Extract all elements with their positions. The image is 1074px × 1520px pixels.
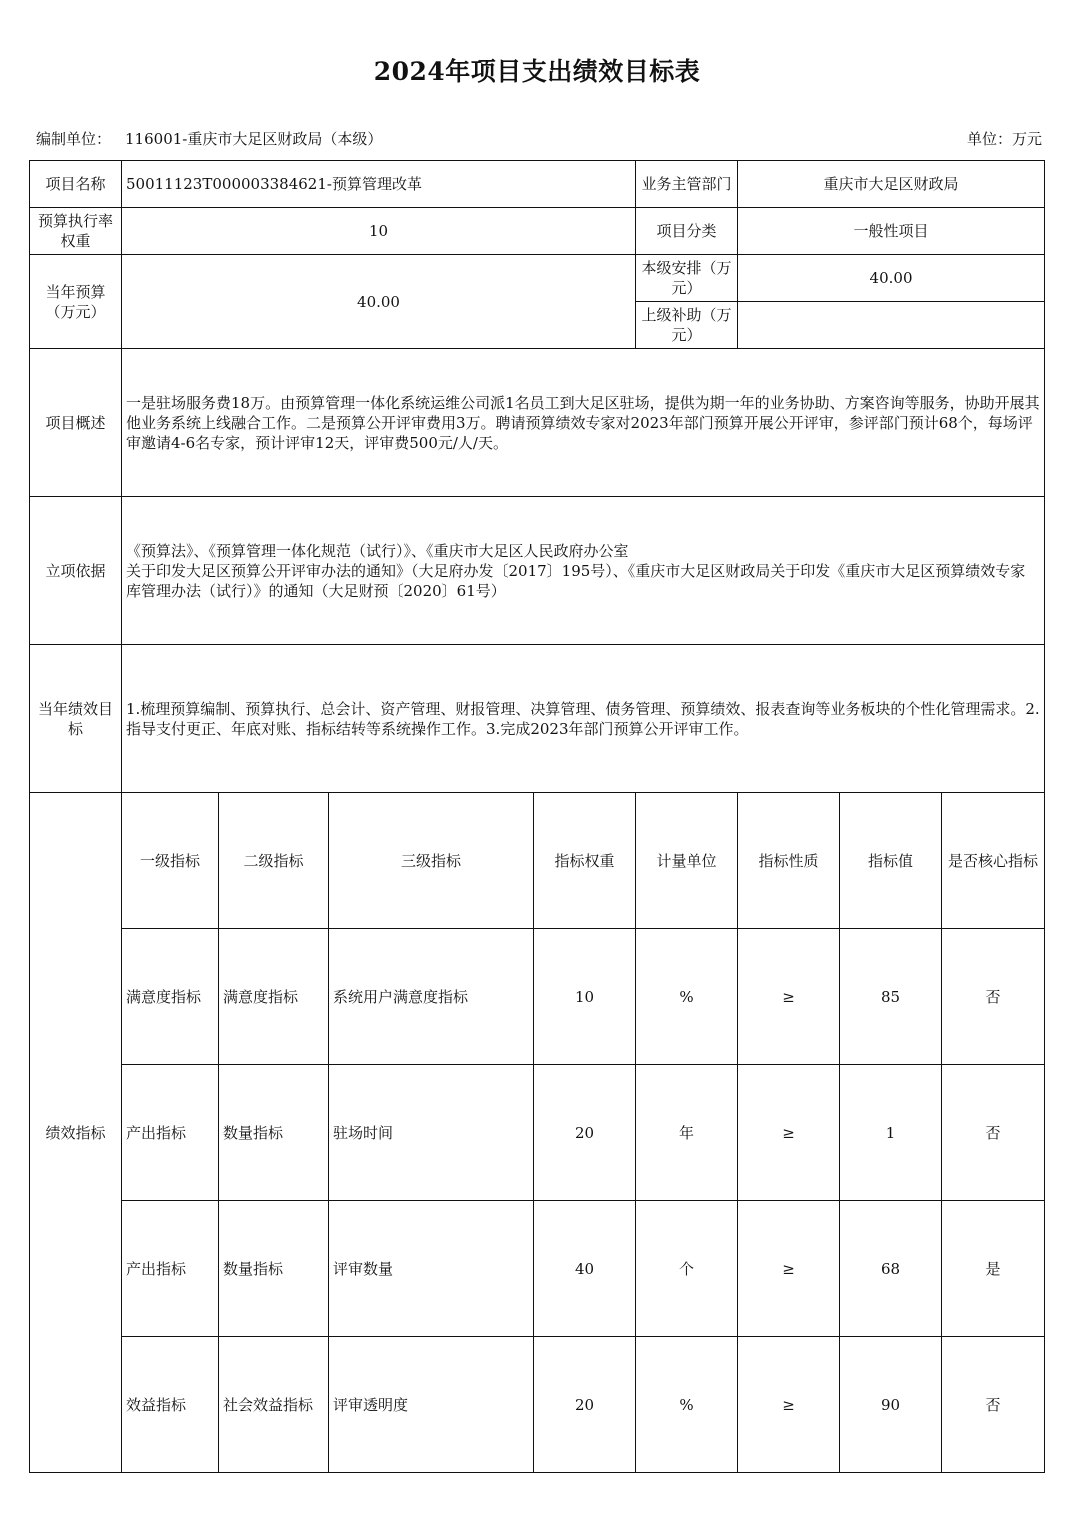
- row-level2: 满意度指标: [219, 929, 329, 1065]
- row-nature: ≥: [738, 1337, 840, 1473]
- row-level1: 满意度指标: [122, 929, 219, 1065]
- row-level3: 评审透明度: [329, 1337, 534, 1473]
- row-level2: 数量指标: [219, 1201, 329, 1337]
- dept-label: 业务主管部门: [636, 161, 738, 208]
- basis-label: 立项依据: [30, 497, 122, 645]
- basis-value: [122, 497, 1045, 645]
- category-label: 项目分类: [636, 208, 738, 255]
- goal-value: 1.梳理预算编制、预算执行、总会计、资产管理、财报管理、决算管理、债务管理、预算绩效、报表查询等业务板块的个性化管理需求。2.指导支付更正、年底对账、指标结转等系统操作工作。3.完成2023年部门预算公开评审工作。: [122, 645, 1045, 793]
- row-nature: ≥: [738, 1201, 840, 1337]
- row-weight: 20: [534, 1337, 636, 1473]
- header-value: 指标值: [840, 793, 942, 929]
- org-label: 编制单位：: [36, 130, 112, 148]
- indicators-section-label: 绩效指标: [30, 793, 122, 1473]
- exec-rate-value: 10: [122, 208, 636, 255]
- goal-label: 当年绩效目标: [30, 645, 122, 793]
- row-core: 否: [942, 1337, 1045, 1473]
- header-unit: 计量单位: [636, 793, 738, 929]
- row-level3: 评审数量: [329, 1201, 534, 1337]
- org-line: [36, 128, 382, 149]
- basis-line-1: 《预算法》、《预算管理一体化规范（试行）》、《重庆市大足区人民政府办公室: [126, 541, 629, 560]
- budget-value: 40.00: [122, 255, 636, 349]
- performance-table: [29, 160, 1045, 1473]
- page-title: 2024年项目支出绩效目标表: [373, 57, 701, 86]
- row-nature: ≥: [738, 929, 840, 1065]
- table-row: [30, 1201, 1045, 1337]
- exec-rate-label: 预算执行率权重: [30, 208, 122, 255]
- row-level3: 驻场时间: [329, 1065, 534, 1201]
- local-funds-value: 40.00: [738, 255, 1045, 302]
- row-weight: 40: [534, 1201, 636, 1337]
- header-level1: 一级指标: [122, 793, 219, 929]
- row-nature: ≥: [738, 1065, 840, 1201]
- table-row: [30, 1337, 1045, 1473]
- row-value: 68: [840, 1201, 942, 1337]
- header-nature: 指标性质: [738, 793, 840, 929]
- row-core: 否: [942, 1065, 1045, 1201]
- row-unit: %: [636, 929, 738, 1065]
- header-level2: 二级指标: [219, 793, 329, 929]
- row-level2: 社会效益指标: [219, 1337, 329, 1473]
- overview-value: 一是驻场服务费18万。由预算管理一体化系统运维公司派1名员工到大足区驻场，提供为期一年的业务协助、方案咨询等服务，协助开展其他业务系统上线融合工作。二是预算公开评审费用3万。聘请预算绩效专家对2023年部门预算开展公开评审，参评部门预计68个，每场评审邀请4-6名专家，预计评审12天，评审费500元/人/天。: [122, 349, 1045, 497]
- row-value: 90: [840, 1337, 942, 1473]
- row-value: 1: [840, 1065, 942, 1201]
- row-level1: 产出指标: [122, 1065, 219, 1201]
- row-core: 是: [942, 1201, 1045, 1337]
- overview-label: 项目概述: [30, 349, 122, 497]
- row-value: 85: [840, 929, 942, 1065]
- org-value: 116001-重庆市大足区财政局（本级）: [125, 130, 383, 148]
- row-unit: 个: [636, 1201, 738, 1337]
- row-level3: 系统用户满意度指标: [329, 929, 534, 1065]
- budget-label: 当年预算（万元）: [30, 255, 122, 349]
- dept-value: 重庆市大足区财政局: [738, 161, 1045, 208]
- header-level3: 三级指标: [329, 793, 534, 929]
- row-level1: 产出指标: [122, 1201, 219, 1337]
- row-level2: 数量指标: [219, 1065, 329, 1201]
- header-weight: 指标权重: [534, 793, 636, 929]
- row-core: 否: [942, 929, 1045, 1065]
- project-name-label: 项目名称: [30, 161, 122, 208]
- table-row: [30, 929, 1045, 1065]
- unit-label: 单位：万元: [966, 130, 1042, 148]
- table-row: [30, 1065, 1045, 1201]
- row-level1: 效益指标: [122, 1337, 219, 1473]
- upper-funds-label: 上级补助（万元）: [636, 302, 738, 349]
- header-core: 是否核心指标: [942, 793, 1045, 929]
- row-unit: %: [636, 1337, 738, 1473]
- category-value: 一般性项目: [738, 208, 1045, 255]
- basis-line-2: 关于印发大足区预算公开评审办法的通知》（大足府办发〔2017〕195号）、《重庆市大足区财政局关于印发《重庆市大足区预算绩效专家库管理办法（试行）》的通知（大足财预〔2020〕61号）: [126, 561, 1026, 600]
- row-unit: 年: [636, 1065, 738, 1201]
- row-weight: 20: [534, 1065, 636, 1201]
- upper-funds-value: [738, 302, 1045, 349]
- row-weight: 10: [534, 929, 636, 1065]
- local-funds-label: 本级安排（万元）: [636, 255, 738, 302]
- project-name-value: 50011123T000003384621-预算管理改革: [122, 161, 636, 208]
